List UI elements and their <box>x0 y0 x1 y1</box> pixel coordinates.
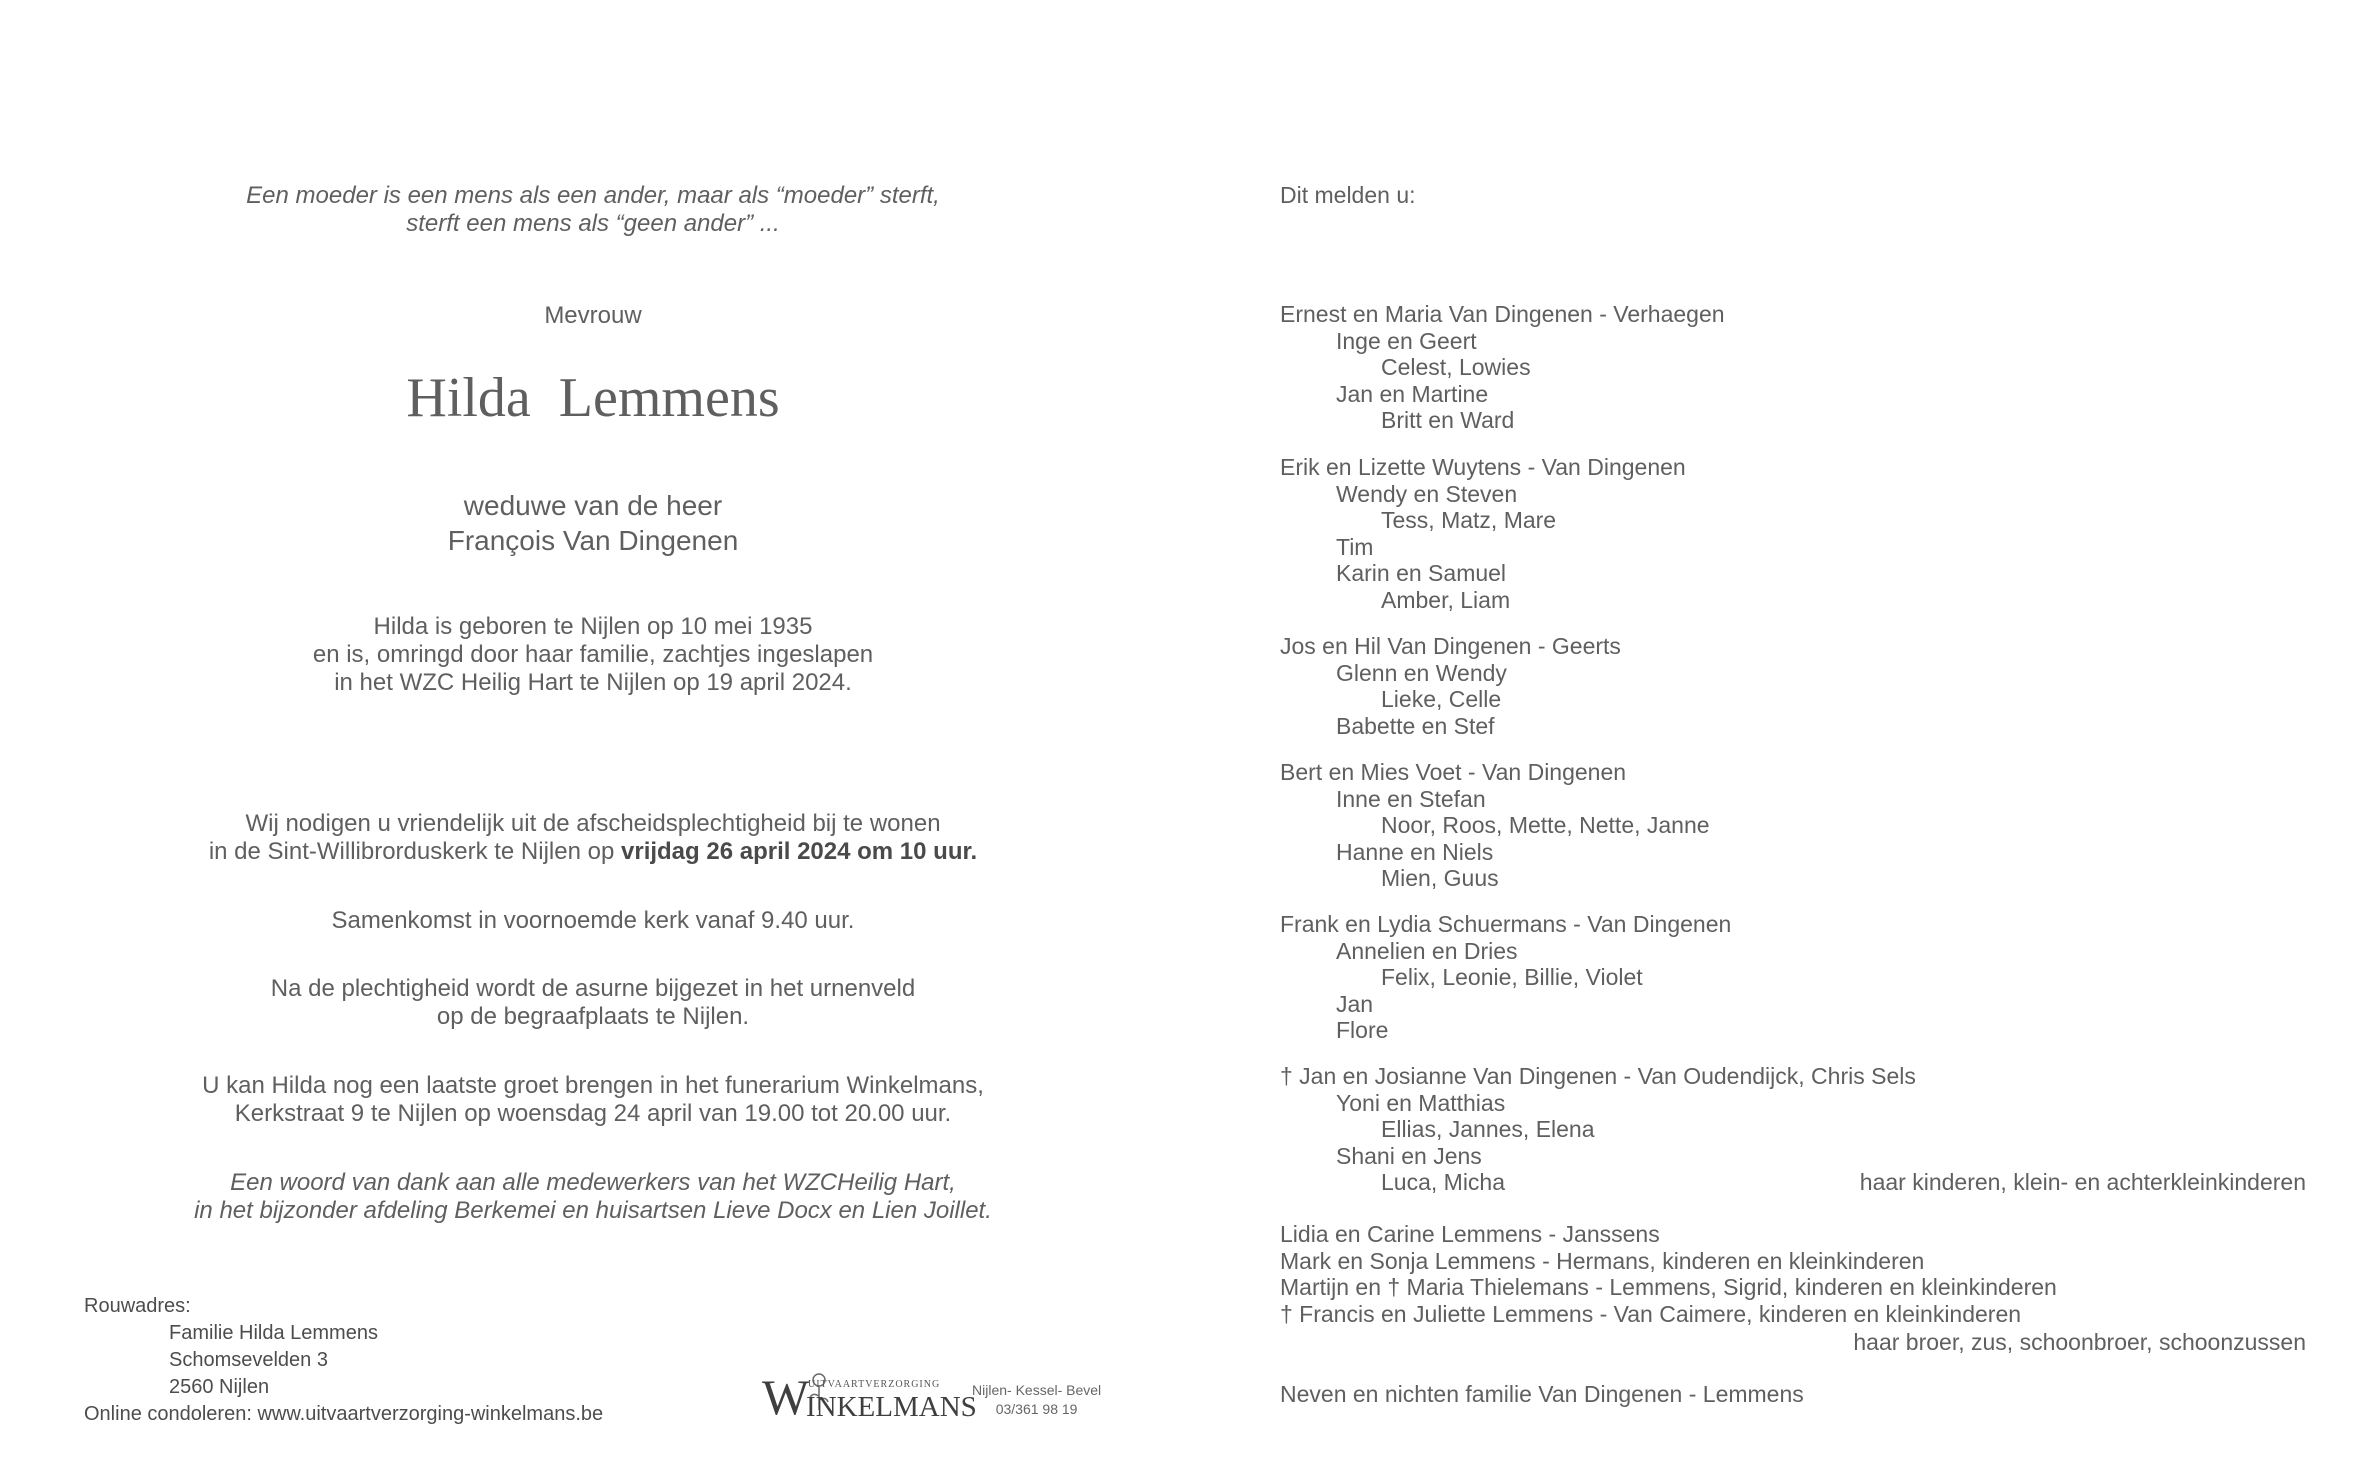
thanks-line-2: in het bijzonder afdeling Berkemei en huisartsen Lieve Docx en Lien Joillet. <box>194 1197 992 1224</box>
logo-small-text: UITVAARTVERZORGING <box>808 1379 941 1390</box>
family-group-1 <box>1280 301 1725 434</box>
family-child: Babette en Stef <box>1336 712 1495 739</box>
family-parent: † Jan en Josianne Van Dingenen - Van Oudendijck, Chris Sels <box>1280 1063 1916 1089</box>
address-label: Rouwadres: <box>84 1295 191 1317</box>
invitation-line-2 <box>158 838 1028 866</box>
address-block <box>84 1293 603 1428</box>
opening-quote <box>158 182 1028 238</box>
quote-line-2: sterft een mens als “geen ander” ... <box>406 210 780 237</box>
family-child: Shani en Jens <box>1336 1142 1482 1169</box>
deceased-name: Hilda Lemmens <box>406 367 780 429</box>
family-grandchildren: Felix, Leonie, Billie, Violet <box>1381 964 1643 990</box>
funeral-home-logo <box>762 1368 977 1425</box>
visitation-line-2: Kerkstraat 9 te Nijlen op woensdag 24 april van 19.00 tot 20.00 uur. <box>234 1100 952 1127</box>
sibling-line: Lidia en Carine Lemmens - Janssens <box>1280 1221 1660 1247</box>
siblings-note: haar broer, zus, schoonbroer, schoonzussen <box>1853 1329 2306 1355</box>
cousins-line: Neven en nichten familie Van Dingenen - Lemmens <box>1280 1381 1804 1407</box>
family-grandchildren: Britt en Ward <box>1381 407 1515 433</box>
family-group-2 <box>1280 454 1686 613</box>
ceremony-date: vrijdag 26 april 2024 om 10 uur. <box>621 838 978 865</box>
family-child: Jan en Martine <box>1336 380 1489 407</box>
invitation-block <box>158 810 1028 866</box>
family-group-4 <box>1280 759 1710 892</box>
logo-w: W <box>762 1369 810 1425</box>
invitation-line-1: Wij nodigen u vriendelijk uit de afscheidsplechtigheid bij te wonen <box>245 810 941 837</box>
visitation-block <box>158 1072 1028 1128</box>
family-group-6 <box>1280 1063 1916 1196</box>
children-note: haar kinderen, klein- en achterkleinkinderen <box>1859 1169 2306 1195</box>
family-parent: Bert en Mies Voet - Van Dingenen <box>1280 759 1627 785</box>
family-group-5 <box>1280 911 1731 1044</box>
quote-line-1: Een moeder is een mens als een ander, maar als “moeder” sterft, <box>246 182 940 209</box>
family-grandchildren: Ellias, Jannes, Elena <box>1381 1116 1595 1142</box>
family-child: Wendy en Steven <box>1336 480 1518 507</box>
birth-block <box>158 613 1028 697</box>
sibling-line: Martijn en † Maria Thielemans - Lemmens, Sigrid, kinderen en kleinkinderen <box>1280 1274 2057 1300</box>
burial-line-2: op de begraafplaats te Nijlen. <box>436 1003 750 1030</box>
family-grandchildren: Celest, Lowies <box>1381 354 1531 380</box>
family-child: Inge en Geert <box>1336 327 1477 354</box>
family-grandchildren: Mien, Guus <box>1381 865 1499 891</box>
family-child: Yoni en Matthias <box>1336 1089 1506 1116</box>
address-line-2: Schomsevelden 3 <box>169 1349 328 1371</box>
thanks-line-1: Een woord van dank aan alle medewerkers van het WZCHeilig Hart, <box>230 1169 956 1196</box>
sibling-line: † Francis en Juliette Lemmens - Van Caimere, kinderen en kleinkinderen <box>1280 1300 2022 1327</box>
family-parent: Jos en Hil Van Dingenen - Geerts <box>1280 633 1621 659</box>
logo-contact <box>972 1381 1101 1419</box>
family-grandchildren: Lieke, Celle <box>1381 686 1502 712</box>
family-child: Inne en Stefan <box>1336 785 1486 812</box>
family-child: Hanne en Niels <box>1336 838 1494 865</box>
family-child: Annelien en Dries <box>1336 937 1518 964</box>
birth-line-1: Hilda is geboren te Nijlen op 10 mei 1935 <box>373 613 813 640</box>
family-grandchildren: Tess, Matz, Mare <box>1381 507 1557 533</box>
burial-line-1: Na de plechtigheid wordt de asurne bijgezet in het urnenveld <box>270 975 916 1002</box>
logo-phone: 03/361 98 19 <box>995 1401 1078 1417</box>
birth-line-3: in het WZC Heilig Hart te Nijlen op 19 april 2024. <box>334 669 852 696</box>
family-child: Jan <box>1336 990 1374 1017</box>
online-condolence: Online condoleren: www.uitvaartverzorging-winkelmans.be <box>84 1403 604 1425</box>
logo-places: Nijlen- Kessel- Bevel <box>972 1382 1102 1398</box>
visitation-line-1: U kan Hilda nog een laatste groet brengen in het funerarium Winkelmans, <box>202 1072 984 1099</box>
sibling-line: Mark en Sonja Lemmens - Hermans, kinderen en kleinkinderen <box>1280 1247 1925 1274</box>
family-child: Flore <box>1336 1017 1389 1043</box>
family-child: Glenn en Wendy <box>1336 659 1507 686</box>
thanks-block <box>158 1169 1028 1225</box>
family-parent: Ernest en Maria Van Dingenen - Verhaegen <box>1280 301 1725 327</box>
announce-header: Dit melden u: <box>1280 182 1416 208</box>
spouse-block <box>158 488 1028 558</box>
birth-line-2: en is, omringd door haar familie, zachtjes ingeslapen <box>312 641 874 668</box>
address-line-3: 2560 Nijlen <box>169 1376 270 1398</box>
family-grandchildren: Luca, Micha <box>1381 1169 1506 1195</box>
family-child: Tim <box>1336 533 1374 560</box>
logo-brand: INKELMANS <box>806 1391 977 1423</box>
invitation-line-2-prefix: in de Sint-Willibrorduskerk te Nijlen op <box>208 838 621 865</box>
family-grandchildren: Noor, Roos, Mette, Nette, Janne <box>1381 812 1710 838</box>
family-group-3 <box>1280 633 1621 739</box>
address-line-1: Familie Hilda Lemmens <box>169 1322 378 1344</box>
title-prefix: Mevrouw <box>544 302 642 329</box>
spouse-line-1: weduwe van de heer <box>463 490 723 521</box>
family-parent: Erik en Lizette Wuytens - Van Dingenen <box>1280 454 1686 480</box>
burial-block <box>158 975 1028 1031</box>
spouse-line-2: François Van Dingenen <box>447 525 739 556</box>
siblings-block <box>1280 1221 2057 1327</box>
family-child: Karin en Samuel <box>1336 560 1507 586</box>
meeting-info: Samenkomst in voornoemde kerk vanaf 9.40 uur. <box>331 907 855 934</box>
family-parent: Frank en Lydia Schuermans - Van Dingenen <box>1280 911 1732 937</box>
family-grandchildren: Amber, Liam <box>1381 586 1511 613</box>
